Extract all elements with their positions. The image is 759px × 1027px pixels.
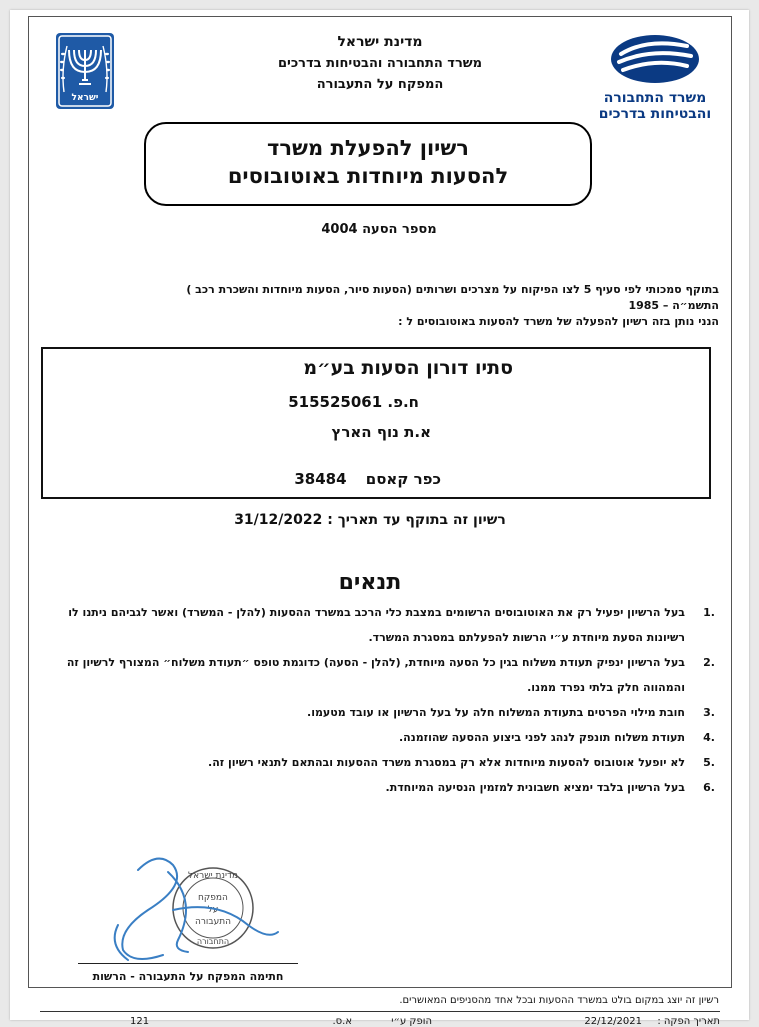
stamp-middle-text-3: התעבורה xyxy=(194,917,232,927)
condition-text: בעל הרשיון ינפיק תעודת משלוח בגין כל הסעה מיוחדת, (להלן - הסעה) כדוגמת טופס ״תעודת משלוח״ המצורף לרשיון זה והמהווה חלק בלתי נפרד ממנו. xyxy=(66,656,685,694)
condition-number: 4. xyxy=(703,731,715,744)
emblem-caption: ישראל xyxy=(71,93,99,103)
ministry-logo-line1: משרד התחבורה xyxy=(603,90,707,106)
validity-statement: רשיון זה בתוקף עד תאריך : 31/12/2022 xyxy=(234,512,506,528)
license-holder-box xyxy=(41,347,711,499)
authority-line-3: הנני נותן בזה רשיון להפעלה של משרד להסעות באוטובוסים ל : xyxy=(398,315,719,328)
conditions-list xyxy=(47,600,715,800)
condition-text: בעל הרשיון יפעיל רק את האוטובוסים הרשומים במצבת כלי הרכב במשרד ההסעות (להלן - המשרד) ואשר לגביהם ניתנו לו רשיונות הסעת מיוחדת ע״י הרשות להפעלתם במסגרת המשרד. xyxy=(68,606,685,644)
stamp-middle-text-1: המפקח xyxy=(198,893,228,903)
condition-item xyxy=(47,775,715,800)
ministry-logo xyxy=(595,32,715,122)
page-number: 121 xyxy=(130,1016,150,1027)
stamp-middle-text-2: על xyxy=(207,905,219,915)
condition-item xyxy=(47,725,715,750)
condition-text: חובת מילוי הפרטים בתעודת המשלוח חלה על בעל הרשיון או עובד מטעמו. xyxy=(307,706,685,719)
license-page xyxy=(10,10,749,1027)
issued-by-label: הופק ע״י xyxy=(391,1016,432,1027)
holder-city-line xyxy=(294,470,441,488)
condition-number: 1. xyxy=(703,606,715,619)
condition-text: תעודת משלוח תונפק לנהג לפני ביצוע ההסעה שהוזמנה. xyxy=(399,731,685,744)
condition-number: 6. xyxy=(703,781,715,794)
authority-clause xyxy=(49,282,719,330)
signature-area xyxy=(78,850,298,970)
license-title-box xyxy=(144,122,592,206)
title-line-2: להסעות מיוחדות באוטובוסים xyxy=(227,164,509,188)
condition-item xyxy=(47,650,715,700)
company-id-label: ח.פ. xyxy=(387,393,419,411)
footer-divider xyxy=(40,1011,720,1012)
authority-line-1: בתוקף סמכותי לפי סעיף 5 לצו הפיקוח על מצרכים ושרותים (הסעות סיור, הסעות מיוחדות והשכרת רכב ) xyxy=(186,283,719,296)
authority-line-2: התשמ״ה – 1985 xyxy=(628,299,719,312)
condition-number: 5. xyxy=(703,756,715,769)
condition-text: לא יופעל אוטובוס להסעות מיוחדות אלא רק במסגרת משרד ההסעות ובהתאם לתנאי רשיון זה. xyxy=(208,756,685,769)
state-emblem-icon xyxy=(55,32,115,110)
holder-city: כפר קאסם xyxy=(365,470,441,488)
signature-label: חתימה המפקח על התעבורה - הרשות xyxy=(92,970,284,983)
holder-name: סתיו דורון הסעות בע״מ xyxy=(303,357,513,379)
condition-item xyxy=(47,700,715,725)
header-line-ministry: משרד התחבורה והבטיחות בדרכים xyxy=(277,56,483,71)
stamp-bottom-text: התחבורה xyxy=(196,937,230,946)
holder-company-id xyxy=(288,393,419,411)
conditions-title: תנאים xyxy=(338,570,402,595)
ministry-logo-icon xyxy=(607,32,703,86)
condition-number: 3. xyxy=(703,706,715,719)
condition-number: 2. xyxy=(703,656,715,669)
ministry-logo-line2: והבטיחות בדרכים xyxy=(598,106,712,122)
header-line-supervisor: המפקח על התעבורה xyxy=(316,77,444,92)
header-line-state: מדינת ישראל xyxy=(337,34,423,50)
trip-number: מספר הסעה 4004 xyxy=(321,222,437,237)
company-id-number: 515525061 xyxy=(288,393,383,411)
condition-item xyxy=(47,750,715,775)
issue-date: 22/12/2021 xyxy=(584,1016,642,1027)
signature-line xyxy=(78,963,298,964)
issue-date-label: תאריך הפקה : xyxy=(657,1016,720,1027)
issuer-header xyxy=(210,32,550,95)
condition-item xyxy=(47,600,715,650)
footer-note: רשיון זה יוצג במקום בולט במשרד ההסעות ובכל אחד מהסניפים המאושרים. xyxy=(399,995,719,1006)
condition-text: בעל הרשיון בלבד ימציא חשבונית למזמין הנסיעה המיוחדת. xyxy=(385,781,685,794)
holder-address: א.ת נוף הארץ xyxy=(331,423,431,441)
title-line-1: רשיון להפעלת משרד xyxy=(267,136,469,160)
holder-zip: 38484 xyxy=(294,470,347,488)
stamp-top-text: מדינת ישראל xyxy=(187,871,239,881)
issued-by: א.ס. xyxy=(332,1016,352,1027)
